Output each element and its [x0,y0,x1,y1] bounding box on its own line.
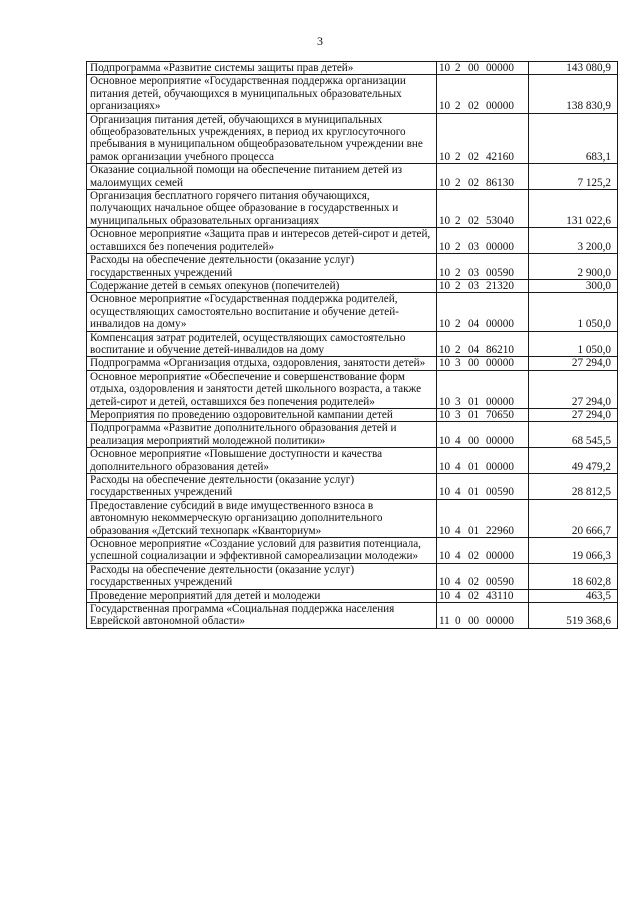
code-part: 4 [454,460,461,473]
code-part: 2 [454,62,461,74]
row-amount: 1 050,0 [528,293,617,331]
row-amount: 7 125,2 [528,164,617,190]
row-code [436,164,528,190]
row-name: Проведение мероприятий для детей и молодежи [87,589,437,602]
row-amount: 18 602,8 [528,563,617,589]
table-row [87,254,618,280]
row-amount: 28 812,5 [528,474,617,500]
code-part: 10 [438,395,451,408]
row-code [436,499,528,537]
row-code [436,190,528,228]
row-name: Основное мероприятие «Защита прав и интересов детей-сирот и детей, оставшихся без попечения родителей» [87,228,437,254]
row-code [436,538,528,564]
code-part: 10 [438,486,451,499]
row-name: Компенсация затрат родителей, осуществляющих самостоятельно воспитание и обучение детей-инвалидов на дому [87,331,437,357]
code-part: 2 [454,240,461,253]
table-row [87,448,618,474]
table-row [87,422,618,448]
code-part: 2 [454,150,461,163]
code-part: 0 [454,615,461,628]
code-part: 43110 [485,589,514,602]
code-part: 04 [467,318,480,331]
code-part: 00000 [485,395,514,408]
table-row [87,331,618,357]
code-part: 4 [454,550,461,563]
row-code [436,357,528,370]
code-part: 3 [454,357,461,370]
table-row [87,293,618,331]
row-name: Основное мероприятие «Создание условий для развития потенциала, успешной социализации и эффективной самореализации молодежи» [87,538,437,564]
table-row [87,357,618,370]
code-part: 03 [467,240,480,253]
code-part: 10 [438,62,451,74]
row-amount: 300,0 [528,279,617,292]
code-part: 10 [438,214,451,227]
row-amount: 19 066,3 [528,538,617,564]
row-name: Основное мероприятие «Государственная поддержка организации питания детей, обучающихся в муниципальных образовательных организациях» [87,75,437,113]
code-part: 00590 [485,266,514,279]
code-part: 01 [467,460,480,473]
code-part: 3 [454,408,461,421]
code-part: 00 [467,434,480,447]
row-code [436,474,528,500]
code-part: 02 [467,214,480,227]
row-amount: 27 294,0 [528,357,617,370]
row-amount: 3 200,0 [528,228,617,254]
code-part: 86130 [485,176,514,189]
code-part: 10 [438,343,451,356]
code-part: 10 [438,524,451,537]
code-part: 4 [454,576,461,589]
row-name: Расходы на обеспечение деятельности (оказание услуг) государственных учреждений [87,474,437,500]
code-part: 00 [467,357,480,370]
code-part: 86210 [485,343,514,356]
code-part: 42160 [485,150,514,163]
row-amount: 683,1 [528,113,617,164]
row-code [436,228,528,254]
code-part: 02 [467,589,480,602]
row-name: Подпрограмма «Развитие системы защиты прав детей» [87,62,437,75]
code-part: 02 [467,100,480,113]
code-part: 01 [467,395,480,408]
table-row [87,563,618,589]
row-code [436,422,528,448]
row-code [436,370,528,408]
table-row [87,75,618,113]
row-name: Оказание социальной помощи на обеспечение питанием детей из малоимущих семей [87,164,437,190]
row-amount: 143 080,9 [528,62,617,75]
code-part: 21320 [485,279,514,292]
code-part: 02 [467,550,480,563]
code-part: 04 [467,343,480,356]
code-part: 10 [438,576,451,589]
code-part: 00000 [485,434,514,447]
code-part: 2 [454,318,461,331]
code-part: 02 [467,150,480,163]
budget-table [86,61,618,629]
code-part: 00000 [485,100,514,113]
code-part: 22960 [485,524,514,537]
table-row [87,279,618,292]
row-name: Содержание детей в семьях опекунов (попечителей) [87,279,437,292]
code-part: 00000 [485,62,514,74]
code-part: 3 [454,395,461,408]
code-part: 00000 [485,615,514,628]
row-amount: 1 050,0 [528,331,617,357]
code-part: 10 [438,408,451,421]
table-row [87,164,618,190]
code-part: 4 [454,524,461,537]
code-part: 03 [467,266,480,279]
row-name: Организация бесплатного горячего питания обучающихся, получающих начальное общее образование в государственных и муниципальных образовательных организациях [87,190,437,228]
table-row [87,190,618,228]
code-part: 03 [467,279,480,292]
table-row [87,408,618,421]
table-row [87,538,618,564]
table-row [87,474,618,500]
code-part: 10 [438,318,451,331]
code-part: 00590 [485,576,514,589]
budget-table-body [87,62,618,629]
row-name: Подпрограмма «Организация отдыха, оздоровления, занятости детей» [87,357,437,370]
code-part: 10 [438,150,451,163]
code-part: 10 [438,176,451,189]
row-code [436,408,528,421]
code-part: 2 [454,343,461,356]
row-amount: 463,5 [528,589,617,602]
row-code [436,563,528,589]
row-code [436,589,528,602]
row-name: Расходы на обеспечение деятельности (оказание услуг) государственных учреждений [87,563,437,589]
row-name: Предоставление субсидий в виде имущественного взноса в автономную некоммерческую организацию дополнительного образования «Детский технопарк «Кванториум» [87,499,437,537]
page-number: 3 [317,34,323,48]
table-row [87,62,618,75]
row-amount: 519 368,6 [528,603,617,629]
code-part: 2 [454,100,461,113]
code-part: 2 [454,176,461,189]
table-row [87,499,618,537]
row-name: Основное мероприятие «Государственная поддержка родителей, осуществляющих самостоятельно воспитание и обучение детей-инвалидов на дому» [87,293,437,331]
code-part: 10 [438,240,451,253]
code-part: 10 [438,100,451,113]
code-part: 10 [438,266,451,279]
code-part: 00000 [485,318,514,331]
row-name: Основное мероприятие «Обеспечение и совершенствование форм отдыха, оздоровления и занятости детей школьного возраста, а также детей-сирот и детей, оставшихся без попечения родителей» [87,370,437,408]
row-code [436,75,528,113]
code-part: 10 [438,460,451,473]
row-amount: 27 294,0 [528,370,617,408]
code-part: 01 [467,486,480,499]
code-part: 2 [454,279,461,292]
row-amount: 27 294,0 [528,408,617,421]
code-part: 00000 [485,240,514,253]
code-part: 00000 [485,550,514,563]
row-code [436,62,528,75]
code-part: 10 [438,279,451,292]
row-name: Подпрограмма «Развитие дополнительного образования детей и реализация мероприятий молодежной политики» [87,422,437,448]
row-code [436,279,528,292]
code-part: 00 [467,615,480,628]
row-amount: 2 900,0 [528,254,617,280]
table-row [87,370,618,408]
code-part: 53040 [485,214,514,227]
row-code [436,293,528,331]
row-code [436,448,528,474]
code-part: 2 [454,266,461,279]
code-part: 02 [467,576,480,589]
row-name: Организация питания детей, обучающихся в муниципальных общеобразовательных учреждениях, в период их круглосуточного пребывания в муниципальном общеобразовательном учреждении вне рамок организации учебного процесса [87,113,437,164]
row-name: Основное мероприятие «Повышение доступности и качества дополнительного образования детей» [87,448,437,474]
code-part: 00 [467,62,480,74]
code-part: 00000 [485,460,514,473]
row-name: Расходы на обеспечение деятельности (оказание услуг) государственных учреждений [87,254,437,280]
row-amount: 20 666,7 [528,499,617,537]
row-code [436,331,528,357]
row-code [436,603,528,629]
code-part: 10 [438,357,451,370]
code-part: 02 [467,176,480,189]
code-part: 4 [454,486,461,499]
code-part: 10 [438,550,451,563]
code-part: 11 [438,615,450,628]
row-amount: 131 022,6 [528,190,617,228]
code-part: 10 [438,434,451,447]
table-row [87,603,618,629]
code-part: 4 [454,589,461,602]
code-part: 70650 [485,408,514,421]
row-code [436,113,528,164]
row-amount: 138 830,9 [528,75,617,113]
code-part: 01 [467,524,480,537]
table-row [87,228,618,254]
code-part: 2 [454,214,461,227]
code-part: 01 [467,408,480,421]
code-part: 00590 [485,486,514,499]
code-part: 00000 [485,357,514,370]
code-part: 10 [438,589,451,602]
table-row [87,589,618,602]
row-name: Мероприятия по проведению оздоровительной кампании детей [87,408,437,421]
row-code [436,254,528,280]
table-row [87,113,618,164]
row-amount: 49 479,2 [528,448,617,474]
row-name: Государственная программа «Социальная поддержка населения Еврейской автономной области» [87,603,437,629]
code-part: 4 [454,434,461,447]
row-amount: 68 545,5 [528,422,617,448]
